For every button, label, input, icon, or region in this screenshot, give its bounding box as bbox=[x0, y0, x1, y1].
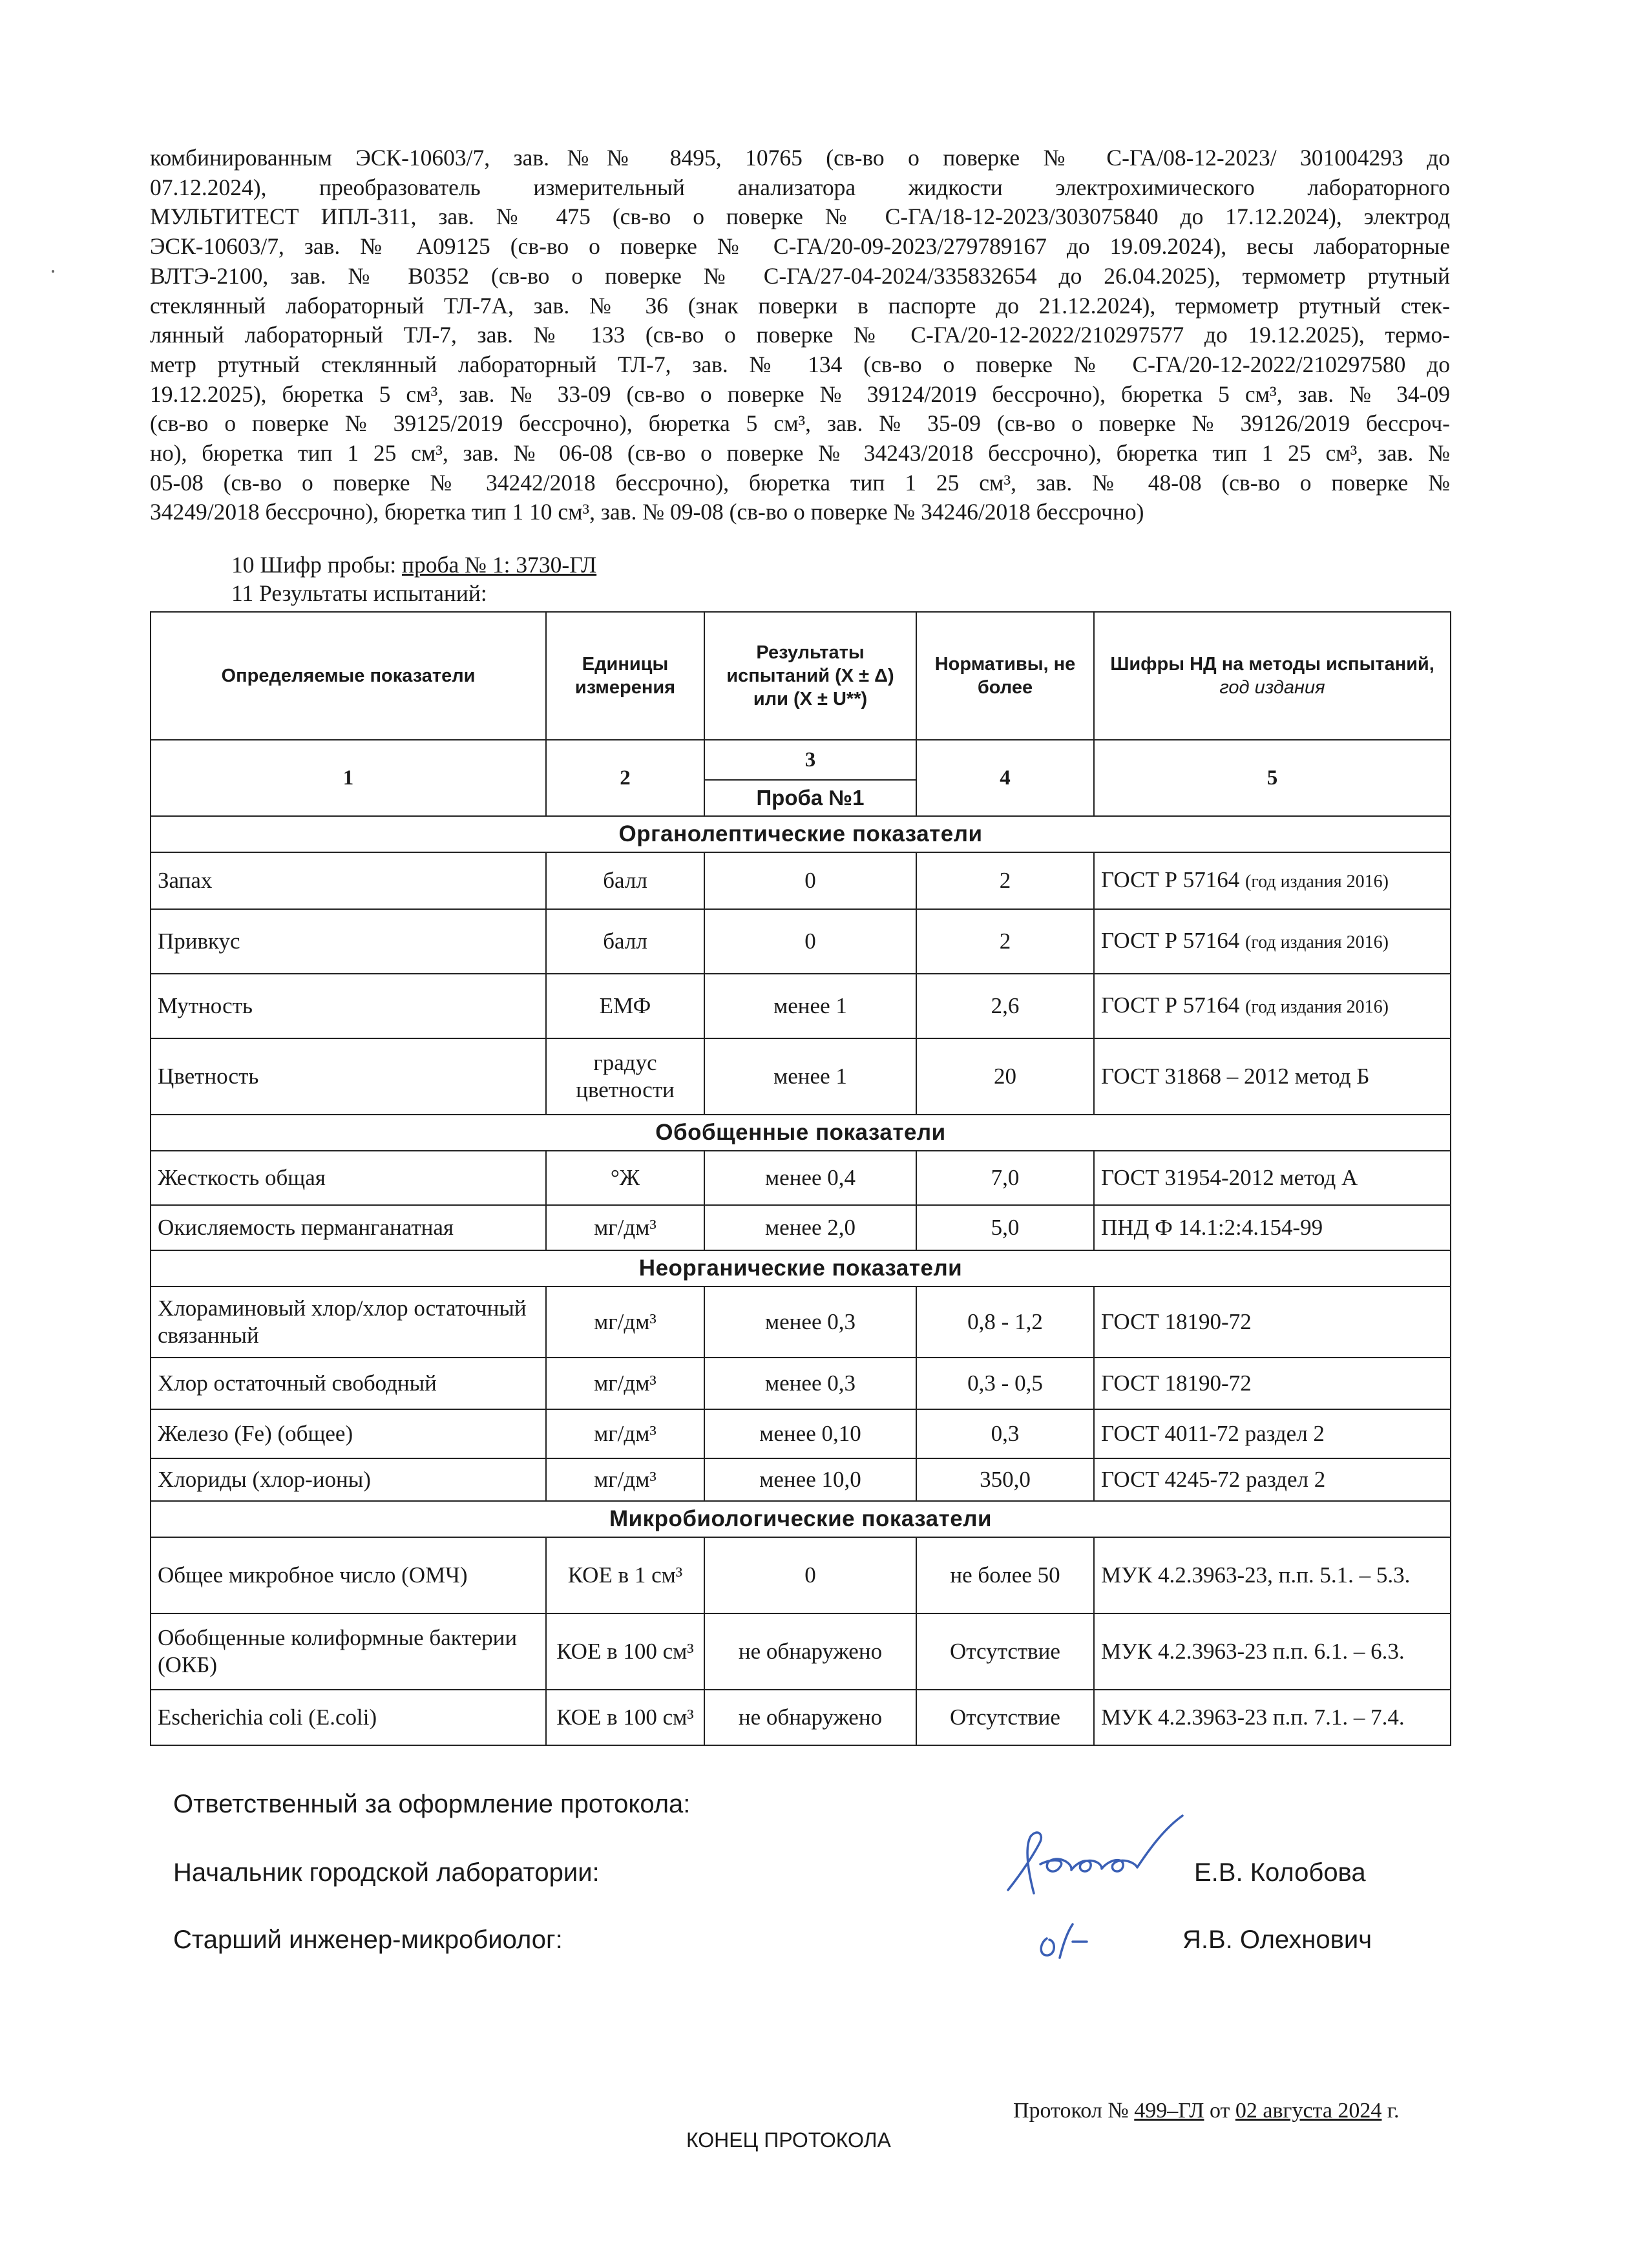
nd-code: МУК 4.2.3963-23 п.п. 7.1. – 7.4. bbox=[1101, 1705, 1405, 1730]
header-norms: Нормативы, не более bbox=[916, 612, 1094, 740]
protocol-suffix: г. bbox=[1381, 2099, 1400, 2123]
unit-cell: КОЕ в 100 см³ bbox=[546, 1690, 704, 1745]
section-row bbox=[151, 1115, 1451, 1151]
unit-cell: балл bbox=[546, 852, 704, 909]
nd-cell bbox=[1094, 1537, 1451, 1613]
result-cell: менее 1 bbox=[704, 1038, 916, 1115]
col-number: 4 bbox=[916, 740, 1094, 816]
responsible-label: Ответственный за оформление протокола: bbox=[173, 1790, 691, 1818]
nd-year-note: (год издания 2016) bbox=[1245, 996, 1389, 1017]
paragraph-line: 05-08 (св-во о поверке № 34242/2018 бессрочно), бюретка тип 1 25 см³, зав. № 48-08 (св-во о поверке № bbox=[150, 469, 1450, 496]
table-row bbox=[151, 1286, 1451, 1358]
sample-code-label: 10 Шифр пробы: bbox=[231, 552, 402, 578]
indicator-name: Обобщенные колиформные бактерии (ОКБ) bbox=[151, 1613, 546, 1690]
unit-cell: мг/дм³ bbox=[546, 1286, 704, 1358]
paragraph-line: метр ртутный стеклянный лабораторный ТЛ-7, зав. № 134 (св-во о поверке № С-ГА/20-12-2022/210297580 до bbox=[150, 351, 1450, 377]
nd-code: МУК 4.2.3963-23, п.п. 5.1. – 5.3. bbox=[1101, 1562, 1411, 1588]
norm-cell: 2 bbox=[916, 909, 1094, 974]
table-row bbox=[151, 909, 1451, 974]
unit-cell: °Ж bbox=[546, 1151, 704, 1205]
nd-code: ГОСТ Р 57164 bbox=[1101, 866, 1240, 892]
nd-code: ГОСТ 31954-2012 метод А bbox=[1101, 1165, 1358, 1190]
paragraph-line: 07.12.2024), преобразователь измерительный анализатора жидкости электрохимического лабораторного bbox=[150, 174, 1450, 200]
table-row bbox=[151, 1205, 1451, 1250]
indicator-name: Escherichia coli (E.coli) bbox=[151, 1690, 546, 1745]
table-row bbox=[151, 1537, 1451, 1613]
norm-cell: 350,0 bbox=[916, 1458, 1094, 1501]
indicator-name: Хлориды (хлор-ионы) bbox=[151, 1458, 546, 1501]
result-cell: менее 1 bbox=[704, 974, 916, 1038]
header-results: Результаты испытаний (X ± Δ) или (X ± U**) bbox=[704, 612, 916, 740]
indicator-name: Общее микробное число (ОМЧ) bbox=[151, 1537, 546, 1613]
result-cell: менее 10,0 bbox=[704, 1458, 916, 1501]
paragraph-line: лянный лабораторный ТЛ-7, зав. № 133 (св-во о поверке № С-ГА/20-12-2022/210297577 до 19.12.2025), термо- bbox=[150, 322, 1450, 348]
norm-cell: Отсутствие bbox=[916, 1613, 1094, 1690]
unit-cell: мг/дм³ bbox=[546, 1458, 704, 1501]
indicator-name: Привкус bbox=[151, 909, 546, 974]
head-title: Начальник городской лаборатории: bbox=[173, 1858, 600, 1887]
nd-cell bbox=[1094, 1458, 1451, 1501]
col-number: 2 bbox=[546, 740, 704, 816]
nd-cell bbox=[1094, 1038, 1451, 1115]
paragraph-line: ВЛТЭ-2100, зав. № В0352 (св-во о поверке № С-ГА/27-04-2024/335832654 до 26.04.2025), термометр ртутный bbox=[150, 262, 1450, 289]
norm-cell: 5,0 bbox=[916, 1205, 1094, 1250]
unit-cell: КОЕ в 100 см³ bbox=[546, 1613, 704, 1690]
indicator-name: Хлораминовый хлор/хлор остаточный связанный bbox=[151, 1286, 546, 1358]
nd-code: ГОСТ 18190-72 bbox=[1101, 1370, 1252, 1396]
nd-cell bbox=[1094, 852, 1451, 909]
protocol-footer bbox=[1013, 2099, 1400, 2123]
table-row bbox=[151, 1458, 1451, 1501]
table-row bbox=[151, 1409, 1451, 1458]
col-number: 5 bbox=[1094, 740, 1451, 816]
indicator-name: Железо (Fe) (общее) bbox=[151, 1409, 546, 1458]
paragraph-line: ЭСК-10603/7, зав. № А09125 (св-во о поверке № С-ГА/20-09-2023/279789167 до 19.09.2024), весы лабораторные bbox=[150, 233, 1450, 260]
nd-cell bbox=[1094, 1286, 1451, 1358]
nd-cell bbox=[1094, 1613, 1451, 1690]
paragraph-line: но), бюретка тип 1 25 см³, зав. № 06-08 (св-во о поверке № 34243/2018 бессрочно), бюретка тип 1 25 см³, зав. № bbox=[150, 440, 1450, 467]
section-row bbox=[151, 1250, 1451, 1286]
table-row bbox=[151, 974, 1451, 1038]
norm-cell: не более 50 bbox=[916, 1537, 1094, 1613]
norm-cell: 0,8 - 1,2 bbox=[916, 1286, 1094, 1358]
norm-cell: 0,3 - 0,5 bbox=[916, 1358, 1094, 1409]
protocol-middle: от bbox=[1204, 2099, 1235, 2123]
col-number: 1 bbox=[151, 740, 546, 816]
section-title: Органолептические показатели bbox=[151, 816, 1451, 852]
table-row bbox=[151, 1358, 1451, 1409]
table-header-row bbox=[151, 612, 1451, 740]
nd-year-note: (год издания 2016) bbox=[1245, 932, 1389, 952]
handwritten-signature-kolobova bbox=[995, 1803, 1202, 1906]
head-name: Е.В. Колобова bbox=[1194, 1858, 1366, 1887]
norm-cell: 0,3 bbox=[916, 1409, 1094, 1458]
result-cell: менее 2,0 bbox=[704, 1205, 916, 1250]
unit-cell: мг/дм³ bbox=[546, 1358, 704, 1409]
nd-code: МУК 4.2.3963-23 п.п. 6.1. – 6.3. bbox=[1101, 1639, 1405, 1664]
header-indicator: Определяемые показатели bbox=[151, 612, 546, 740]
engineer-title: Старший инженер-микробиолог: bbox=[173, 1926, 563, 1954]
section-row bbox=[151, 1501, 1451, 1537]
result-cell: менее 0,4 bbox=[704, 1151, 916, 1205]
result-cell: 0 bbox=[704, 1537, 916, 1613]
nd-cell bbox=[1094, 974, 1451, 1038]
result-cell: 0 bbox=[704, 852, 916, 909]
indicator-name: Цветность bbox=[151, 1038, 546, 1115]
sample-header: Проба №1 bbox=[704, 780, 916, 816]
nd-cell bbox=[1094, 1151, 1451, 1205]
nd-code: ПНД Ф 14.1:2:4.154-99 bbox=[1101, 1215, 1323, 1240]
section-title: Обобщенные показатели bbox=[151, 1115, 1451, 1151]
indicator-name: Жесткость общая bbox=[151, 1151, 546, 1205]
nd-code: ГОСТ 18190-72 bbox=[1101, 1309, 1252, 1334]
nd-code: ГОСТ 4245-72 раздел 2 bbox=[1101, 1467, 1326, 1492]
norm-cell: 2,6 bbox=[916, 974, 1094, 1038]
scan-speck bbox=[52, 270, 54, 273]
table-row bbox=[151, 1690, 1451, 1745]
nd-year-note: (год издания 2016) bbox=[1245, 871, 1389, 892]
protocol-number: 499–ГЛ bbox=[1134, 2099, 1204, 2123]
unit-cell: мг/дм³ bbox=[546, 1205, 704, 1250]
table-body bbox=[151, 816, 1451, 1745]
table-row bbox=[151, 1613, 1451, 1690]
table-row bbox=[151, 1038, 1451, 1115]
nd-code: ГОСТ Р 57164 bbox=[1101, 992, 1240, 1018]
paragraph-line: 19.12.2025), бюретка 5 см³, зав. № 33-09 (св-во о поверке № 39124/2019 бессрочно), бюретка 5 см³, зав. № 34-09 bbox=[150, 381, 1450, 407]
nd-cell bbox=[1094, 909, 1451, 974]
sample-code-value: проба № 1: 3730-ГЛ bbox=[401, 552, 597, 578]
section-row bbox=[151, 816, 1451, 852]
unit-cell: градус цветности bbox=[546, 1038, 704, 1115]
norm-cell: 2 bbox=[916, 852, 1094, 909]
equipment-paragraph bbox=[150, 143, 1450, 527]
handwritten-signature-olekhnovich bbox=[1027, 1913, 1131, 1971]
header-units: Единицы измерения bbox=[546, 612, 704, 740]
table-row bbox=[151, 852, 1451, 909]
header-nd-year: год издания bbox=[1219, 677, 1325, 698]
result-cell: не обнаружено bbox=[704, 1690, 916, 1745]
indicator-name: Запах bbox=[151, 852, 546, 909]
result-cell: менее 0,3 bbox=[704, 1286, 916, 1358]
result-cell: 0 bbox=[704, 909, 916, 974]
unit-cell: мг/дм³ bbox=[546, 1409, 704, 1458]
result-cell: не обнаружено bbox=[704, 1613, 916, 1690]
paragraph-line: МУЛЬТИТЕСТ ИПЛ-311, зав. № 475 (св-во о поверке № С-ГА/18-12-2023/303075840 до 17.12.2024), электрод bbox=[150, 204, 1450, 230]
paragraph-line: стеклянный лабораторный ТЛ-7А, зав. № 36 (знак поверки в паспорте до 21.12.2024), термометр ртутный стек- bbox=[150, 292, 1450, 319]
nd-code: ГОСТ Р 57164 bbox=[1101, 927, 1240, 953]
paragraph-line: комбинированным ЭСК-10603/7, зав.№№ 8495, 10765 (св-во о поверке № С-ГА/08-12-2023/ 301004293 до bbox=[150, 145, 1450, 171]
results-table bbox=[150, 611, 1451, 1746]
results-label: 11 Результаты испытаний: bbox=[231, 580, 487, 606]
nd-cell bbox=[1094, 1358, 1451, 1409]
section-title: Неорганические показатели bbox=[151, 1250, 1451, 1286]
paragraph-line: 34249/2018 бессрочно), бюретка тип 1 10 см³, зав. № 09-08 (св-во о поверке № 34246/2018 бессрочно) bbox=[150, 499, 1144, 525]
header-nd-main: Шифры НД на методы испытаний, bbox=[1110, 654, 1434, 675]
nd-cell bbox=[1094, 1409, 1451, 1458]
result-cell: менее 0,3 bbox=[704, 1358, 916, 1409]
paragraph-line: (св-во о поверке № 39125/2019 бессрочно), бюретка 5 см³, зав. № 35-09 (св-во о поверке № 39126/2019 бессроч- bbox=[150, 410, 1450, 437]
nd-code: ГОСТ 4011-72 раздел 2 bbox=[1101, 1421, 1325, 1446]
unit-cell: балл bbox=[546, 909, 704, 974]
result-cell: менее 0,10 bbox=[704, 1409, 916, 1458]
table-row bbox=[151, 1151, 1451, 1205]
indicator-name: Хлор остаточный свободный bbox=[151, 1358, 546, 1409]
nd-cell bbox=[1094, 1690, 1451, 1745]
norm-cell: 20 bbox=[916, 1038, 1094, 1115]
norm-cell: 7,0 bbox=[916, 1151, 1094, 1205]
protocol-prefix: Протокол № bbox=[1013, 2099, 1135, 2123]
norm-cell: Отсутствие bbox=[916, 1690, 1094, 1745]
col-number: 3 bbox=[704, 740, 916, 780]
indicator-name: Мутность bbox=[151, 974, 546, 1038]
indicator-name: Окисляемость перманганатная bbox=[151, 1205, 546, 1250]
nd-code: ГОСТ 31868 – 2012 метод Б bbox=[1101, 1064, 1370, 1089]
header-nd bbox=[1094, 612, 1451, 740]
unit-cell: КОЕ в 1 см³ bbox=[546, 1537, 704, 1613]
engineer-name: Я.В. Олехнович bbox=[1182, 1926, 1372, 1954]
section-title: Микробиологические показатели bbox=[151, 1501, 1451, 1537]
unit-cell: ЕМФ bbox=[546, 974, 704, 1038]
sample-code-line bbox=[231, 551, 596, 579]
nd-cell bbox=[1094, 1205, 1451, 1250]
protocol-date: 02 августа 2024 bbox=[1235, 2099, 1382, 2123]
column-number-row bbox=[151, 740, 1451, 780]
end-of-protocol: КОНЕЦ ПРОТОКОЛА bbox=[686, 2128, 891, 2152]
